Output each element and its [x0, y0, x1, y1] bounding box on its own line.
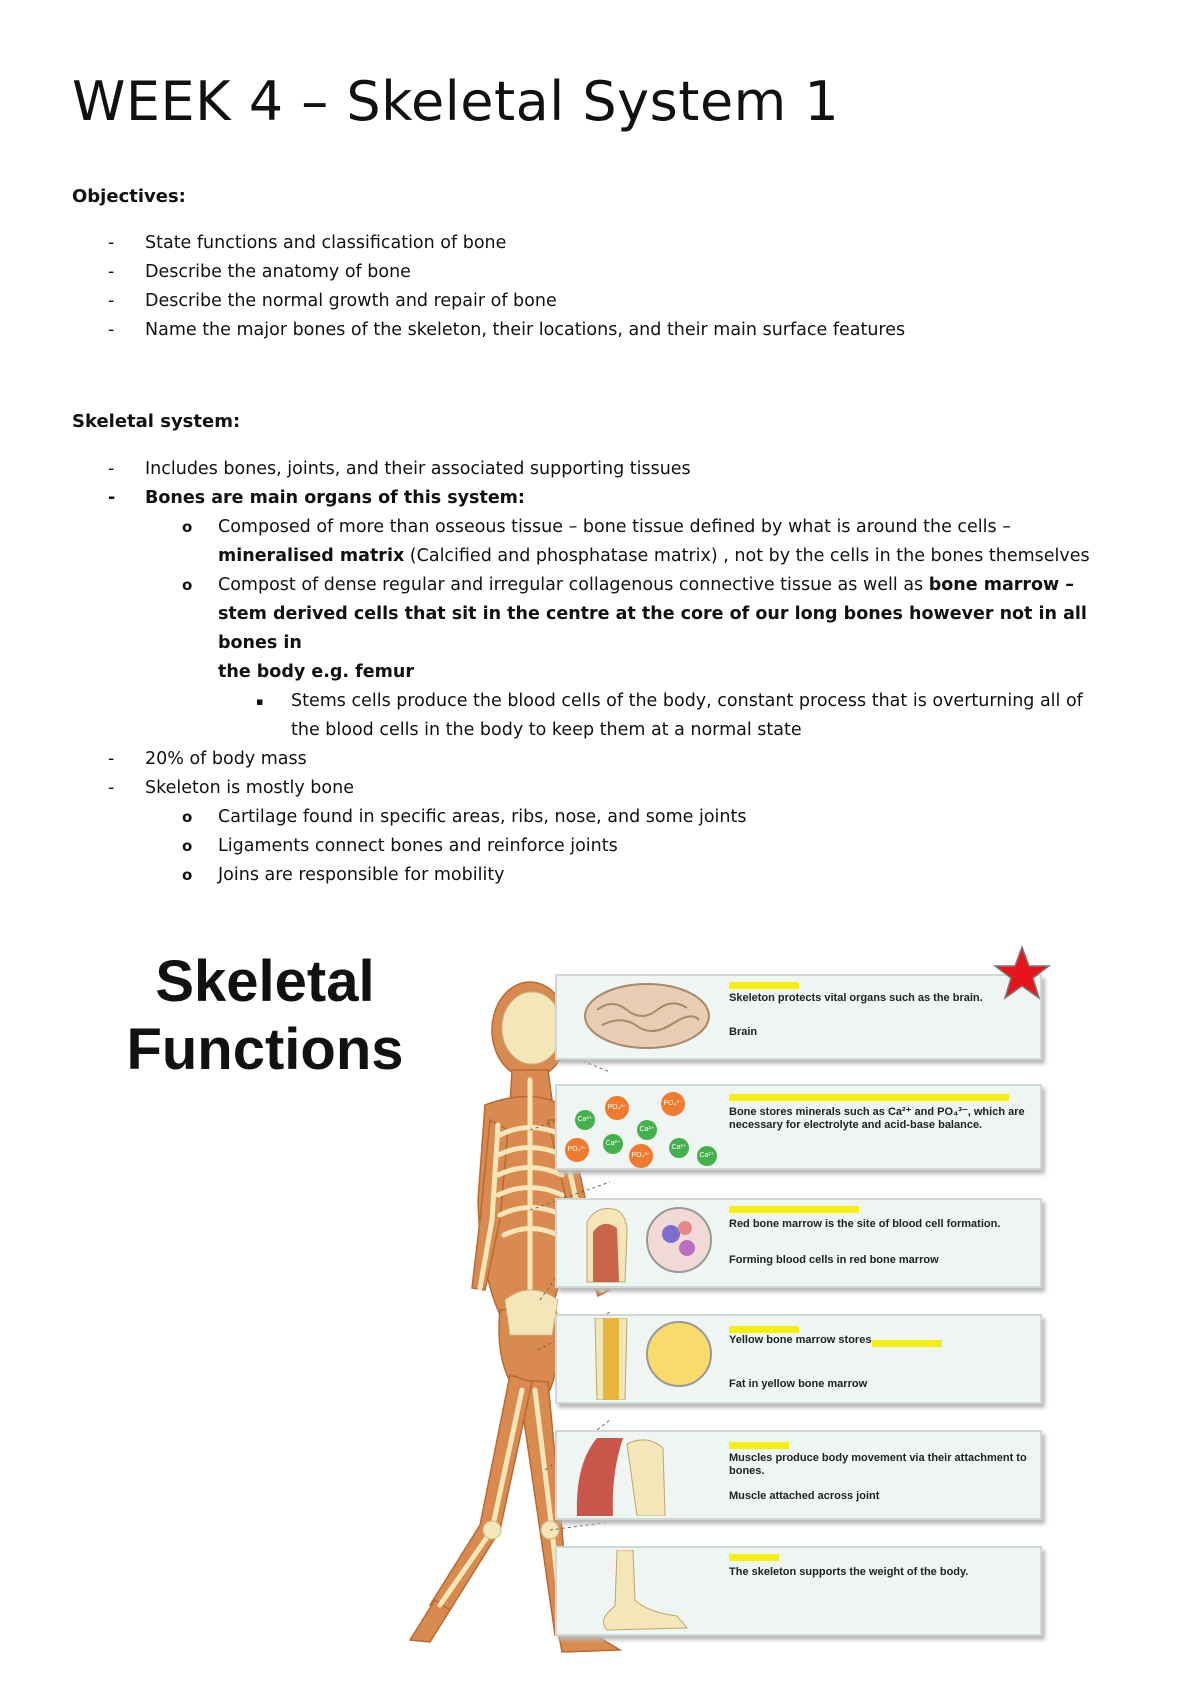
brain-icon — [577, 980, 722, 1054]
page-title: WEEK 4 – Skeletal System 1 — [72, 70, 840, 133]
list-item: - Includes bones, joints, and their associated supporting tissues — [108, 459, 691, 479]
star-icon — [992, 944, 1052, 1004]
skeletal-system-list — [72, 455, 1132, 890]
panel-movement: Muscles produce body movement via their attachment to bones. Muscle attached across joint — [555, 1430, 1042, 1520]
list-item: - Skeleton is mostly bone — [108, 778, 354, 798]
list-item: - Bones are main organs of this system: — [108, 488, 525, 508]
list-item: - State functions and classification of bone — [108, 233, 507, 253]
muscle-joint-icon — [567, 1434, 717, 1516]
panel-protection: Skeleton protects vital organs such as the brain. Brain — [555, 974, 1042, 1060]
foot-bones-icon — [567, 1550, 717, 1632]
panel-energy-storage: Yellow bone marrow stores Fat in yellow bone marrow — [555, 1314, 1042, 1404]
skeletal-system-heading: Skeletal system: — [72, 411, 241, 432]
list-item: o Joins are responsible for mobility — [182, 865, 505, 885]
yellow-bone-marrow-icon — [567, 1318, 717, 1400]
objectives-heading: Objectives: — [72, 186, 186, 207]
list-item: ▪ Stems cells produce the blood cells of the body, constant process that is overturning all of the blood cells in the body to keep them at a normal state — [256, 691, 1083, 740]
list-item: o Compost of dense regular and irregular collagenous connective tissue as well as bone marrow – stem derived cells that sit in the centre at the core of our long bones however not in all bones in the body e.g. femur — [182, 575, 1087, 682]
list-item: - Name the major bones of the skeleton, their locations, and their main surface features — [108, 320, 906, 340]
figure-title: Skeletal Functions — [126, 949, 404, 1082]
skeletal-functions-figure — [100, 930, 1080, 1670]
list-item: o Cartilage found in specific areas, ribs, nose, and some joints — [182, 807, 747, 827]
objectives-list — [72, 229, 905, 345]
panel-support: The skeleton supports the weight of the body. — [555, 1546, 1042, 1636]
red-bone-marrow-icon — [567, 1202, 717, 1284]
list-item: - Describe the anatomy of bone — [108, 262, 411, 282]
list-item: o Composed of more than osseous tissue – bone tissue defined by what is around the cells – mineralised matrix (Calcified and phosphatase matrix) , not by the cells in the bones themselves — [182, 517, 1090, 566]
list-item: - 20% of body mass — [108, 749, 307, 769]
list-item: - Describe the normal growth and repair of bone — [108, 291, 557, 311]
panel-mineral-storage: Ca²⁺ PO₄³⁻ PO₄³⁻ Ca²⁺ PO₄³⁻ Ca²⁺ Ca²⁺ PO₄³⁻ Ca²⁺ Bone stores minerals such as Ca²⁺ and PO₄³⁻, which are necessary for electrolyte and acid-base balance. — [555, 1084, 1042, 1170]
mineral-ions: Ca²⁺ PO₄³⁻ PO₄³⁻ Ca²⁺ PO₄³⁻ Ca²⁺ Ca²⁺ PO₄³⁻ Ca²⁺ — [565, 1090, 725, 1164]
list-item: o Ligaments connect bones and reinforce joints — [182, 836, 618, 856]
panel-blood-cell-formation: Red bone marrow is the site of blood cell formation. Forming blood cells in red bone marrow — [555, 1198, 1042, 1288]
